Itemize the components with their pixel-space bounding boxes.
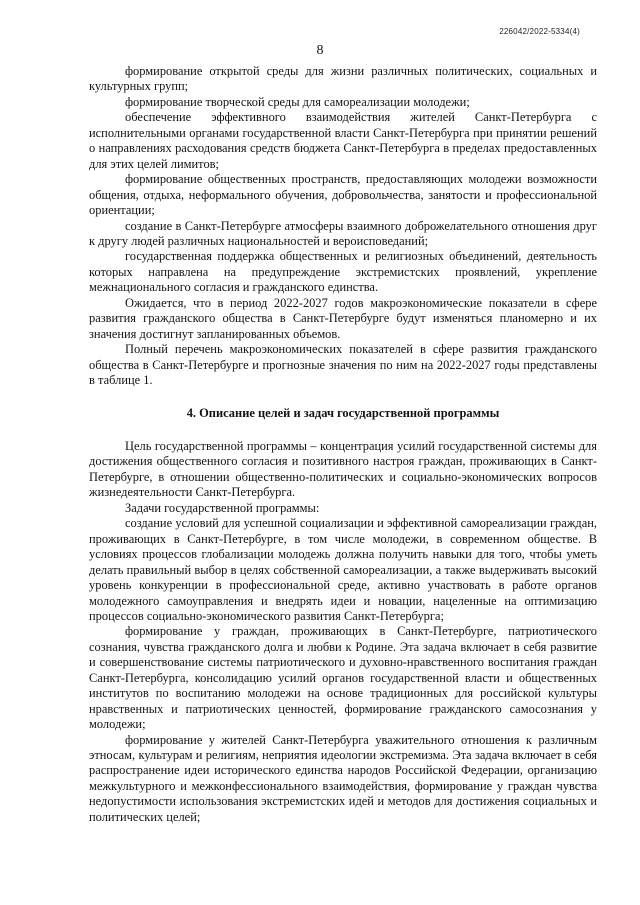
document-id: 226042/2022-5334(4) bbox=[499, 27, 580, 36]
paragraph: обеспечение эффективного взаимодействия жителей Санкт-Петербурга с исполнительными органами государственной власти Санкт-Петербурга при принятии решений о направлениях расходования средств бюджета Санкт-Петербурга в пределах предоставленных для этих целей лимитов; bbox=[89, 110, 597, 171]
paragraph: формирование у граждан, проживающих в Санкт-Петербурге, патриотического сознания, чувства гражданского долга и любви к Родине. Эта задача включает в себя развитие и совершенствование системы патриотического и духовно-нравственного воспитания граждан Санкт-Петербурга, консолидацию усилий органов государственной власти и общественных институтов по воспитанию молодежи на основе традиционных для российской культуры нравственных и патриотических ценностей, формирование гражданского самосознания у молодежи; bbox=[89, 624, 597, 732]
paragraph: Полный перечень макроэкономических показателей в сфере развития гражданского общества в Санкт-Петербурге и прогнозные значения по ним на 2022-2027 годы представлены в таблице 1. bbox=[89, 342, 597, 388]
paragraph: Ожидается, что в период 2022-2027 годов макроэкономические показатели в сфере развития гражданского общества в Санкт-Петербурге будут изменяться планомерно и их значения достигнут запланированных объемов. bbox=[89, 295, 597, 341]
paragraph: Цель государственной программы – концентрация усилий государственной системы для достижения общественного согласия и позитивного настроя граждан, проживающих в Санкт-Петербурге, в отношении общественно-политических и социально-экономических вопросов жизнедеятельности Санкт-Петербурга. bbox=[89, 438, 597, 500]
document-body bbox=[89, 64, 597, 825]
paragraph: формирование открытой среды для жизни различных политических, социальных и культурных групп; bbox=[89, 64, 597, 94]
page-number: 8 bbox=[316, 43, 324, 58]
paragraph: создание в Санкт-Петербурге атмосферы взаимного доброжелательного отношения друг к другу людей различных национальностей и вероисповеданий; bbox=[89, 218, 597, 248]
paragraph: формирование творческой среды для самореализации молодежи; bbox=[125, 94, 470, 109]
paragraph: создание условий для успешной социализации и эффективной самореализации граждан, проживающих в Санкт-Петербурге, в том числе молодежи, в современном обществе. В условиях процессов глобализации молодежь должна получить навыки для того, чтобы уметь делать правильный выбор в целях собственной самореализации, а также выдерживать высокий уровень конкуренции в профессиональной среде, активно участвовать в работе органов молодежного самоуправления и внедрять идеи и новации, нацеленные на оптимизацию процессов социально-экономического развития Санкт-Петербурга; bbox=[89, 516, 597, 623]
paragraph: Задачи государственной программы: bbox=[125, 500, 320, 515]
paragraph: формирование у жителей Санкт-Петербурга уважительного отношения к различным этносам, культурам и религиям, неприятия идеологии экстремизма. Эта задача включает в себя распространение идеи исторического единства народов Российской Федерации, организацию межкультурного и межконфессионального взаимодействия, формирование у граждан чувства недопустимости использования экстремистских идей и методов для достижения социальных и политических целей; bbox=[89, 732, 597, 824]
paragraph: государственная поддержка общественных и религиозных объединений, деятельность которых направлена на предупреждение экстремистских проявлений, укрепление межнационального согласия и гражданского единства. bbox=[89, 249, 597, 295]
paragraph: формирование общественных пространств, предоставляющих молодежи возможности общения, отдыха, неформального обучения, добровольчества, занятости и профессиональной ориентации; bbox=[89, 172, 597, 218]
section-heading: 4. Описание целей и задач государственной программы bbox=[186, 405, 500, 420]
